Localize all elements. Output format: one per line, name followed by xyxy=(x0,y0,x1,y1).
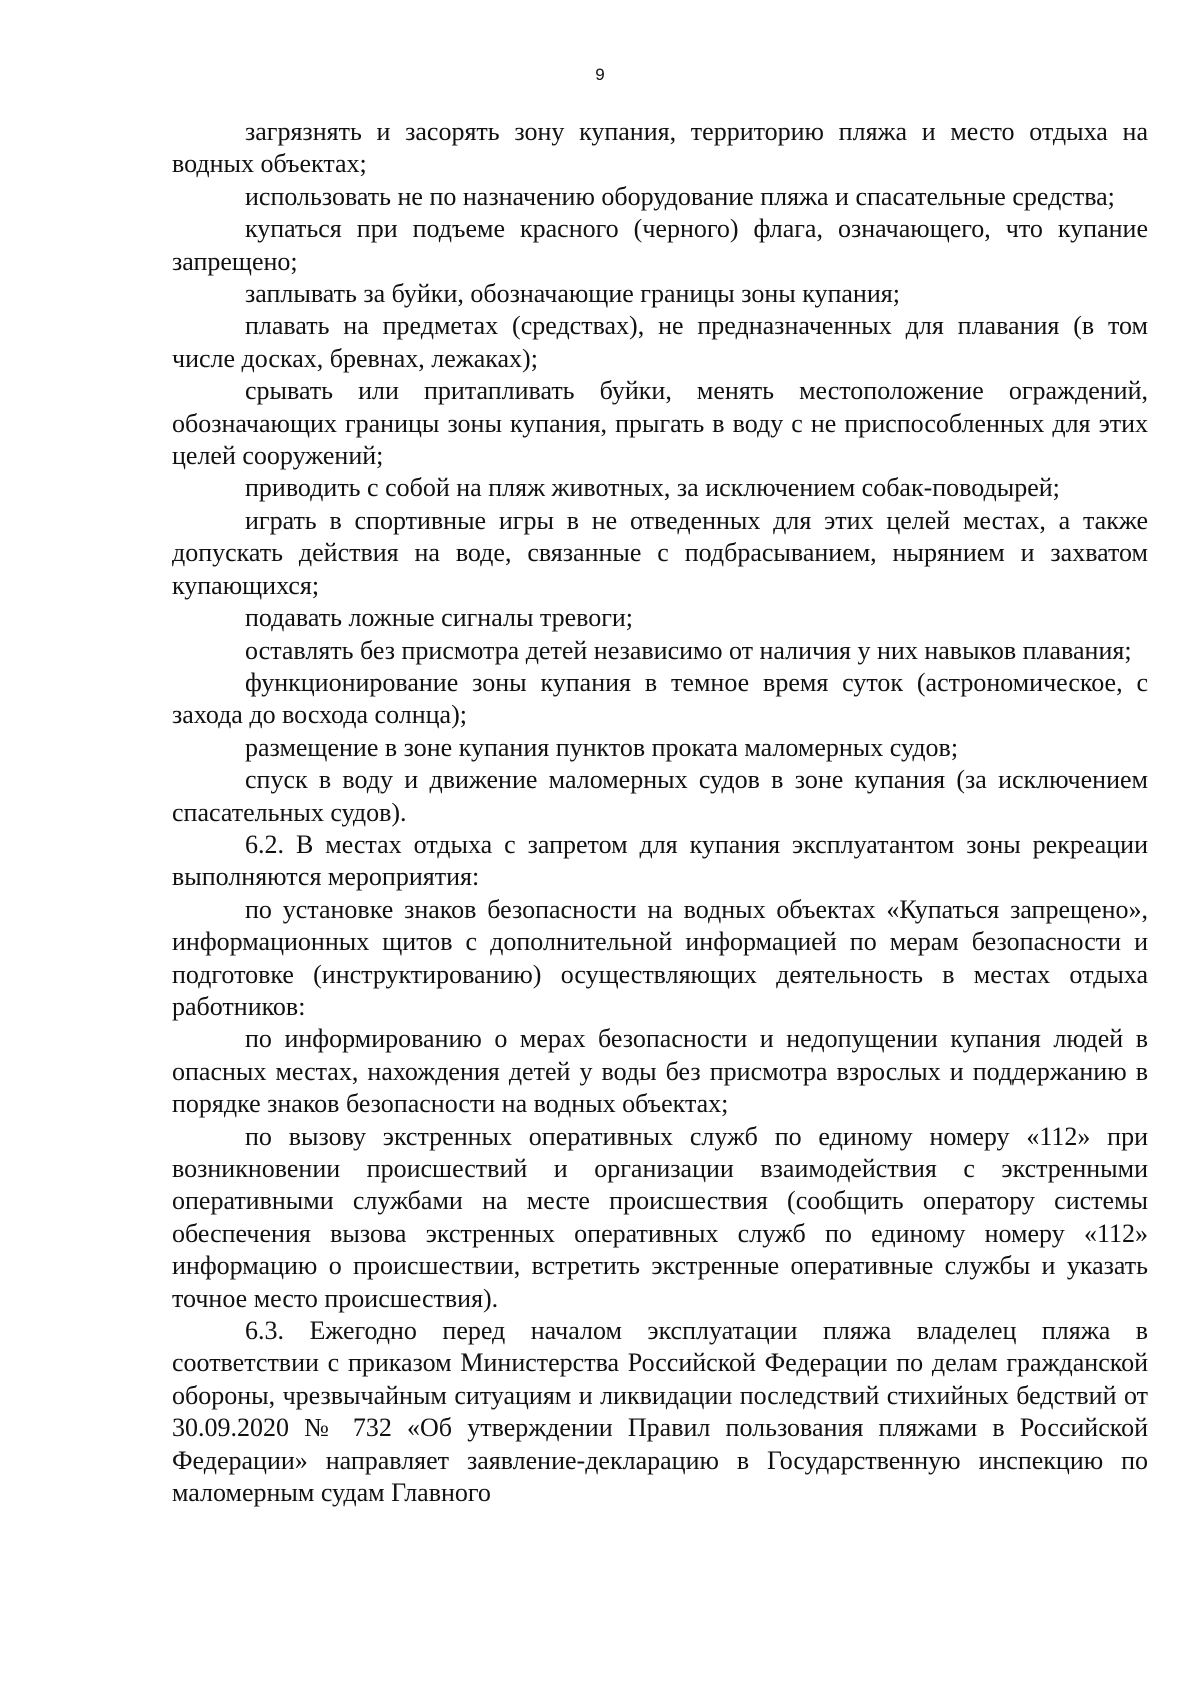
paragraph: играть в спортивные игры в не отведенных для этих целей местах, а также допускать действия на воде, связанные с подбрасыванием, нырянием и захватом купающихся; xyxy=(172,505,1148,600)
section-paragraph-6-2: 6.2. В местах отдыха с запретом для купания эксплуатантом зоны рекреации выполняются мероприятия: xyxy=(172,829,1148,892)
paragraph: использовать не по назначению оборудование пляжа и спасательные средства; xyxy=(245,181,1115,211)
paragraph: по вызову экстренных оперативных служб по единому номеру «112» при возникновении происшествий и организации взаимодействия с экстренными оперативными службами на месте происшествия (сообщить оператору системы обеспечения вызова экстренных оперативных служб по единому номеру «112» информацию о происшествии, встретить экстренные оперативные службы и указать точное место происшествия). xyxy=(172,1121,1148,1313)
paragraph: функционирование зоны купания в темное время суток (астрономическое, с захода до восхода солнца); xyxy=(172,667,1148,730)
paragraph: заплывать за буйки, обозначающие границы зоны купания; xyxy=(245,279,900,309)
paragraph: по информированию о мерах безопасности и недопущении купания людей в опасных местах, нахождения детей у воды без присмотра взрослых и поддержанию в порядке знаков безопасности на водных объектах; xyxy=(172,1024,1148,1119)
paragraph: загрязнять и засорять зону купания, территорию пляжа и место отдыха на водных объектах; xyxy=(172,117,1148,179)
paragraph: подавать ложные сигналы тревоги; xyxy=(245,603,634,633)
paragraph: по установке знаков безопасности на водных объектах «Купаться запрещено», информационных щитов с дополнительной информацией по мерам безопасности и подготовке (инструктированию) осуществляющих деятельность в местах отдыха работников: xyxy=(172,894,1148,1021)
paragraph: купаться при подъеме красного (черного) флага, означающего, что купание запрещено; xyxy=(172,214,1148,276)
section-paragraph-6-3: 6.3. Ежегодно перед началом эксплуатации пляжа владелец пляжа в соответствии с приказом Министерства Российской Федерации по делам гражданской обороны, чрезвычайным ситуациям и ликвидации последствий стихийных бедствий от 30.09.2020 № 732 «Об утверждении Правил пользования пляжами в Российской Федерации» направляет заявление-декларацию в Государственную инспекцию по маломерным судам Главного xyxy=(172,1316,1148,1508)
paragraph: приводить с собой на пляж животных, за исключением собак-поводырей; xyxy=(245,473,1060,503)
paragraph: плавать на предметах (средствах), не предназначенных для плавания (в том числе досках, бревнах, лежаках); xyxy=(172,311,1148,373)
paragraph: срывать или притапливать буйки, менять местоположение ограждений, обозначающих границы зоны купания, прыгать в воду с не приспособленных для этих целей сооружений; xyxy=(172,376,1148,471)
document-body xyxy=(172,116,1148,1509)
page-number: 9 xyxy=(595,65,605,84)
paragraph: размещение в зоне купания пунктов проката маломерных судов; xyxy=(245,732,959,762)
paragraph: оставлять без присмотра детей независимо от наличия у них навыков плавания; xyxy=(245,635,1132,665)
paragraph: спуск в воду и движение маломерных судов в зоне купания (за исключением спасательных судов). xyxy=(172,765,1148,827)
